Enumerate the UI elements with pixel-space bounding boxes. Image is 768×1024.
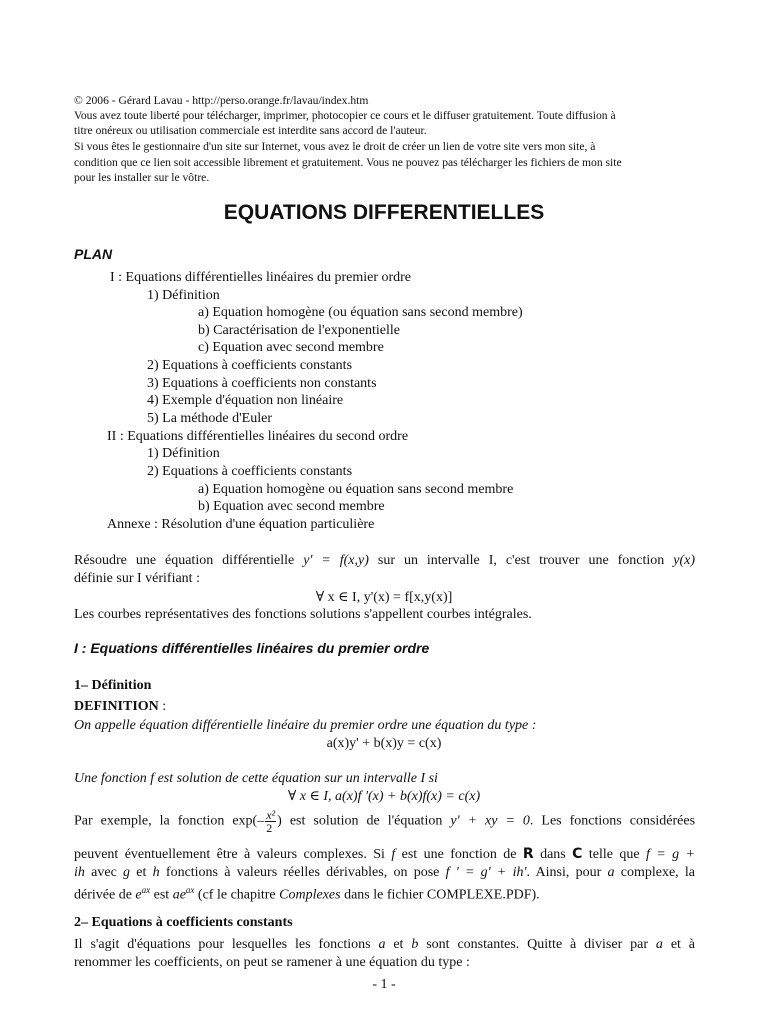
- complex-symbol: C: [572, 846, 583, 862]
- toc-item: Annexe : Résolution d'une équation particulière: [107, 517, 375, 532]
- solution-text: Une fonction f est solution de cette équation sur un intervalle I si: [74, 771, 438, 786]
- toc-item: a) Equation homogène ou équation sans second membre: [198, 482, 514, 497]
- reals-symbol: R: [522, 846, 534, 862]
- copyright-line: © 2006 - Gérard Lavau - http://perso.orange.fr/lavau/index.htm: [74, 94, 369, 107]
- page-title: EQUATIONS DIFFERENTIELLES: [223, 201, 545, 224]
- intro-line: Résoudre une équation différentielle y' = f(x,y) sur un intervalle I, c'est trouver une fonction y(x): [74, 553, 696, 568]
- definition-equation: a(x)y' + b(x)y = c(x): [326, 736, 442, 751]
- toc-item: 5) La méthode d'Euler: [147, 411, 272, 426]
- subsection-heading: 2– Equations à coefficients constants: [74, 915, 293, 930]
- page-number: - 1 -: [372, 977, 396, 992]
- toc-item: 2) Equations à coefficients constants: [147, 358, 353, 373]
- license-line: Vous avez toute liberté pour télécharger, imprimer, photocopier ce cours et le diffuser gratuitement. Toute diffusion à: [74, 109, 616, 122]
- subsection-heading: 1– Définition: [74, 678, 152, 693]
- plan-heading: PLAN: [74, 246, 113, 262]
- toc-item: 3) Equations à coefficients non constants: [147, 376, 377, 391]
- toc-item: b) Caractérisation de l'exponentielle: [198, 323, 400, 338]
- section-heading: I : Equations différentielles linéaires du premier ordre: [74, 640, 430, 656]
- toc-item: 2) Equations à coefficients constants: [147, 464, 353, 479]
- definition-label: DEFINITION :: [74, 699, 167, 714]
- toc-item: 1) Définition: [147, 446, 220, 461]
- toc-item: I : Equations différentielles linéaires du premier ordre: [110, 270, 412, 285]
- intro-line: Les courbes représentatives des fonctions solutions s'appellent courbes intégrales.: [74, 607, 532, 622]
- complex-line: ih avec g et h fonctions à valeurs réelles dérivables, on pose f ' = g' + ih'. Ainsi, pour a complexe, la: [74, 865, 696, 880]
- toc-item: a) Equation homogène (ou équation sans second membre): [198, 305, 523, 320]
- definition-text: On appelle équation différentielle linéaire du premier ordre une équation du type :: [74, 718, 537, 733]
- toc-item: c) Equation avec second membre: [198, 340, 384, 355]
- complex-line: dérivée de $e^{ax}$ est $ae^{ax}$ (cf le chapitre Complexes dans le fichier COMPLEXE.PDF).: [74, 885, 540, 903]
- complex-line: peuvent éventuellement être à valeurs complexes. Si f est une fonction de R dans C telle que f = g +: [74, 846, 695, 862]
- section2-line: Il s'agit d'équations pour lesquelles les fonctions a et b sont constantes. Quitte à diviser par a et à: [74, 937, 696, 952]
- toc-item: b) Equation avec second membre: [198, 499, 385, 514]
- toc-item: 4) Exemple d'équation non linéaire: [147, 393, 344, 408]
- license-line: pour les installer sur le vôtre.: [74, 171, 210, 184]
- intro-line: définie sur I vérifiant :: [74, 571, 200, 586]
- section2-line: renommer les coefficients, on peut se ramener à une équation du type :: [74, 955, 470, 970]
- fraction: $\frac{\text{x²}}{2}$: [266, 808, 276, 835]
- license-line: Si vous êtes le gestionnaire d'un site sur Internet, vous avez le droit de créer un lien de votre site vers mon site, à: [74, 140, 596, 153]
- toc-item: II : Equations différentielles linéaires du second ordre: [107, 429, 409, 444]
- intro-formula: ∀ x ∈ I, y'(x) = f[x,y(x)]: [315, 590, 453, 605]
- toc-item: 1) Définition: [147, 288, 220, 303]
- example-line: Par exemple, la fonction exp(– $\frac{\text{x²}}{2}$ ) est solution de l'équation y' + xy = 0. Les fonctions considérées: [74, 808, 696, 835]
- license-line: condition que ce lien soit accessible librement et gratuitement. Vous ne pouvez pas télécharger les fichiers de mon site: [74, 156, 622, 169]
- license-line: titre onéreux ou utilisation commerciale est interdite sans accord de l'auteur.: [74, 124, 427, 137]
- solution-equation: ∀ x ∈ I, a(x)f '(x) + b(x)f(x) = c(x): [287, 789, 481, 804]
